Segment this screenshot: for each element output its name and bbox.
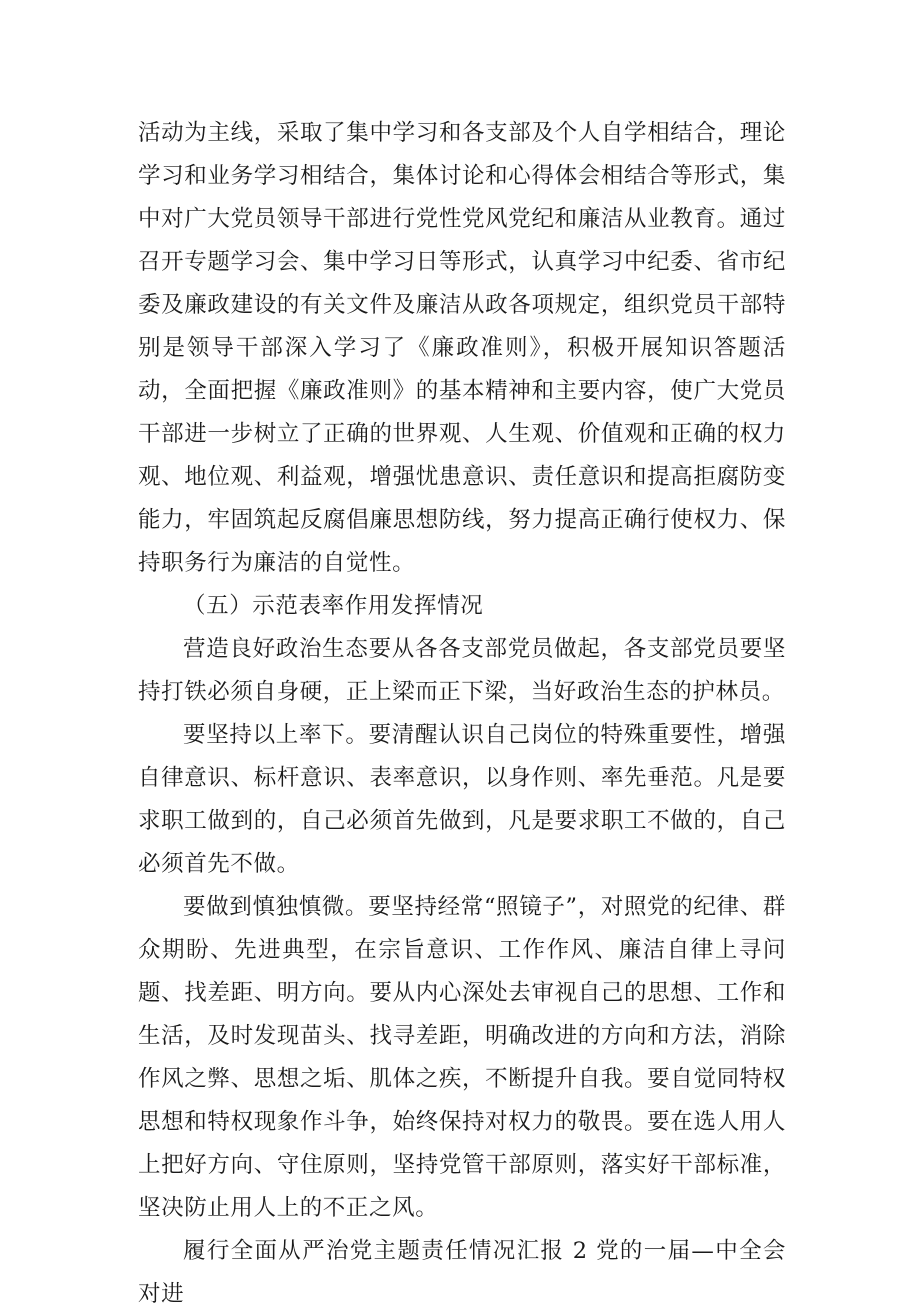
- paragraph-political-ecology: 营造良好政治生态要从各各支部党员做起，各支部党员要坚持打铁必须自身硬，正上梁而正下梁，当好政治生态的护林员。: [138, 636, 786, 705]
- paragraph-report-continuation: 履行全面从严治党主题责任情况汇报 2 党的一届—中全会对进: [138, 1238, 786, 1307]
- paragraph-continuation: 活动为主线，采取了集中学习和各支部及个人自学相结合，理论学习和业务学习相结合，集体讨论和心得体会相结合等形式，集中对广大党员领导干部进行党性党风党纪和廉洁从业教育。通过召开专题学习会、集中学习日等形式，认真学习中纪委、省市纪委及廉政建设的有关文件及廉洁从政各项规定，组织党员干部特别是领导干部深入学习了《廉政准则》，积极开展知识答题活动，全面把握《廉政准则》的基本精神和主要内容，使广大党员干部进一步树立了正确的世界观、人生观、价值观和正确的权力观、地位观、利益观，增强忧患意识、责任意识和提高拒腐防变能力，牢固筑起反腐倡廉思想防线，努力提高正确行使权力、保持职务行为廉洁的自觉性。: [138, 120, 786, 576]
- section-heading: （五）示范表率作用发挥情况: [183, 593, 484, 619]
- paragraph-self-discipline: 要做到慎独慎微。要坚持经常“照镜子”，对照党的纪律、群众期盼、先进典型，在宗旨意识、工作作风、廉洁自律上寻问题、找差距、明方向。要从内心深处去审视自己的思想、工作和生活，及时发现苗头、找寻差距，明确改进的方向和方法，消除作风之弊、思想之垢、肌体之疾，不断提升自我。要自觉同特权思想和特权现象作斗争，始终保持对权力的敬畏。要在选人用人上把好方向、守住原则，坚持党管干部原则，落实好干部标准，坚决防止用人上的不正之风。: [138, 894, 786, 1221]
- paragraph-lead-by-example: 要坚持以上率下。要清醒认识自己岗位的特殊重要性，增强自律意识、标杆意识、表率意识，以身作则、率先垂范。凡是要求职工做到的，自己必须首先做到，凡是要求职工不做的，自己必须首先不做。: [138, 722, 786, 877]
- document-page: [138, 112, 786, 1316]
